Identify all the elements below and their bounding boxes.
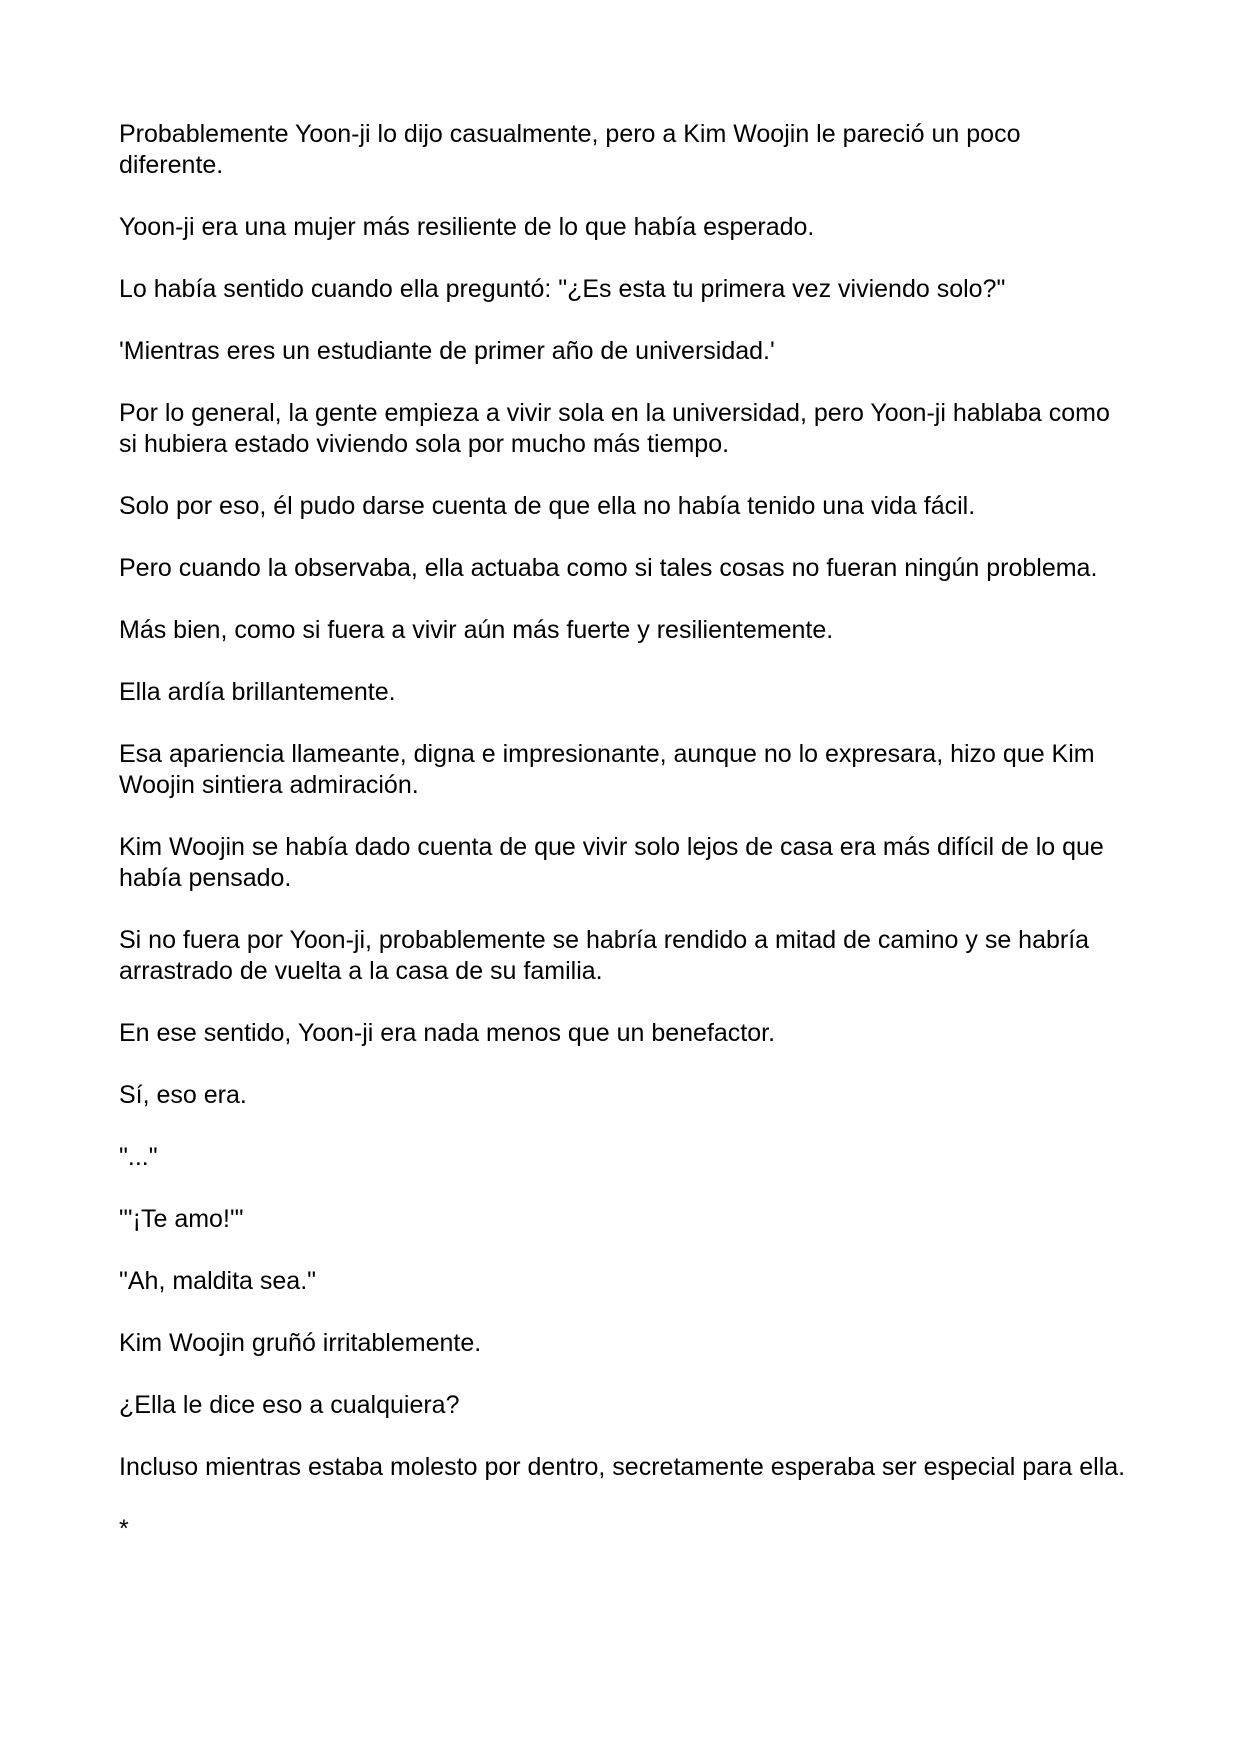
paragraph: ¿Ella le dice eso a cualquiera? — [119, 1391, 460, 1419]
paragraph: Solo por eso, él pudo darse cuenta de que ella no había tenido una vida fácil. — [119, 492, 976, 520]
paragraph: En ese sentido, Yoon-ji era nada menos que un benefactor. — [119, 1019, 776, 1047]
paragraph: Pero cuando la observaba, ella actuaba como si tales cosas no fueran ningún problema. — [119, 554, 1098, 582]
paragraph: Si no fuera por Yoon-ji, probablemente se habría rendido a mitad de camino y se habría arrastrado de vuelta a la casa de su familia. — [119, 926, 1090, 985]
paragraph: Probablemente Yoon-ji lo dijo casualmente, pero a Kim Woojin le pareció un poco diferente. — [119, 120, 1021, 179]
paragraph: 'Mientras eres un estudiante de primer año de universidad.' — [119, 337, 775, 365]
paragraph: Por lo general, la gente empieza a vivir sola en la universidad, pero Yoon-ji hablaba como si hubiera estado viviendo sola por mucho más tiempo. — [119, 399, 1110, 458]
paragraph: Esa apariencia llameante, digna e impresionante, aunque no lo expresara, hizo que Kim Woojin sintiera admiración. — [119, 740, 1095, 799]
section-break: * — [119, 1515, 129, 1543]
paragraph: Lo había sentido cuando ella preguntó: "¿Es esta tu primera vez viviendo solo?" — [119, 275, 1006, 303]
paragraph: Ella ardía brillantemente. — [119, 678, 396, 706]
paragraph: "Ah, maldita sea." — [119, 1267, 317, 1295]
paragraph: Sí, eso era. — [119, 1081, 247, 1109]
paragraph: Kim Woojin se había dado cuenta de que vivir solo lejos de casa era más difícil de lo que había pensado. — [119, 833, 1104, 892]
paragraph: Incluso mientras estaba molesto por dentro, secretamente esperaba ser especial para ella. — [119, 1453, 1126, 1481]
paragraph: Yoon-ji era una mujer más resiliente de lo que había esperado. — [119, 213, 815, 241]
paragraph: Más bien, como si fuera a vivir aún más fuerte y resilientemente. — [119, 616, 834, 644]
paragraph: "'¡Te amo!'" — [119, 1205, 244, 1233]
document-body — [119, 119, 1129, 1576]
paragraph: "..." — [119, 1143, 158, 1171]
paragraph: Kim Woojin gruñó irritablemente. — [119, 1329, 482, 1357]
